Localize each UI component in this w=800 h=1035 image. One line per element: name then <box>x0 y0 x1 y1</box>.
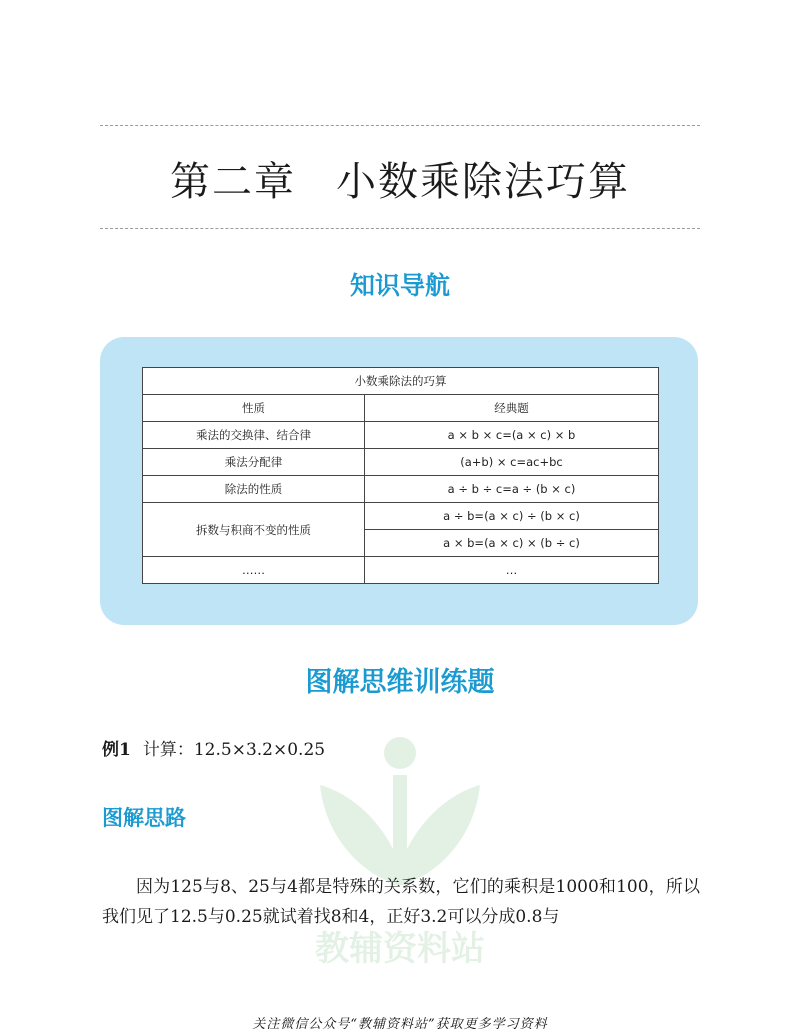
example-text: 计算：12.5×3.2×0.25 <box>142 740 326 760</box>
header-property: 性质 <box>143 395 365 422</box>
table-title: 小数乘除法的巧算 <box>143 368 659 395</box>
row-example: a ÷ b=(a × c) ÷ (b × c) <box>365 503 659 530</box>
header-example: 经典题 <box>365 395 659 422</box>
table-row <box>143 422 659 449</box>
section-title-thinking: 图解思路 <box>102 806 186 830</box>
top-dashed-divider <box>100 125 700 126</box>
row-example: … <box>365 557 659 584</box>
chapter-number: 第二章 <box>170 159 296 205</box>
watermark-logo <box>300 715 500 975</box>
row-property: 乘法的交换律、结合律 <box>143 422 365 449</box>
chapter-heading <box>0 150 800 207</box>
table-row <box>143 503 659 530</box>
table-row <box>143 449 659 476</box>
chapter-title: 小数乘除法巧算 <box>336 159 630 205</box>
row-property: …… <box>143 557 365 584</box>
row-example: a × b=(a × c) × (b ÷ c) <box>365 530 659 557</box>
table-header-row <box>143 395 659 422</box>
footer-note: 关注微信公众号“教辅资料站”获取更多学习资料 <box>252 1017 548 1032</box>
knowledge-table <box>142 367 659 584</box>
table-title-row <box>143 368 659 395</box>
row-example: a ÷ b ÷ c=a ÷ (b × c) <box>365 476 659 503</box>
watermark-text: 教辅资料站 <box>315 929 485 969</box>
row-example: a × b × c=(a × c) × b <box>365 422 659 449</box>
row-property: 除法的性质 <box>143 476 365 503</box>
row-property: 拆数与积商不变的性质 <box>143 503 365 557</box>
section-title-knowledge: 知识导航 <box>349 271 450 300</box>
bottom-dashed-divider <box>100 228 700 229</box>
solution-paragraph: 因为125与8、25与4都是特殊的关系数，它们的乘积是1000和100，所以我们见了12.5与0.25就试着找8和4，正好3.2可以分成0.8与 <box>102 877 700 927</box>
example-1 <box>102 735 325 760</box>
row-property: 乘法分配律 <box>143 449 365 476</box>
section-title-practice: 图解思维训练题 <box>305 667 495 698</box>
row-example: (a+b) × c=ac+bc <box>365 449 659 476</box>
table-row <box>143 557 659 584</box>
example-label: 例1 <box>102 740 131 760</box>
table-row <box>143 476 659 503</box>
